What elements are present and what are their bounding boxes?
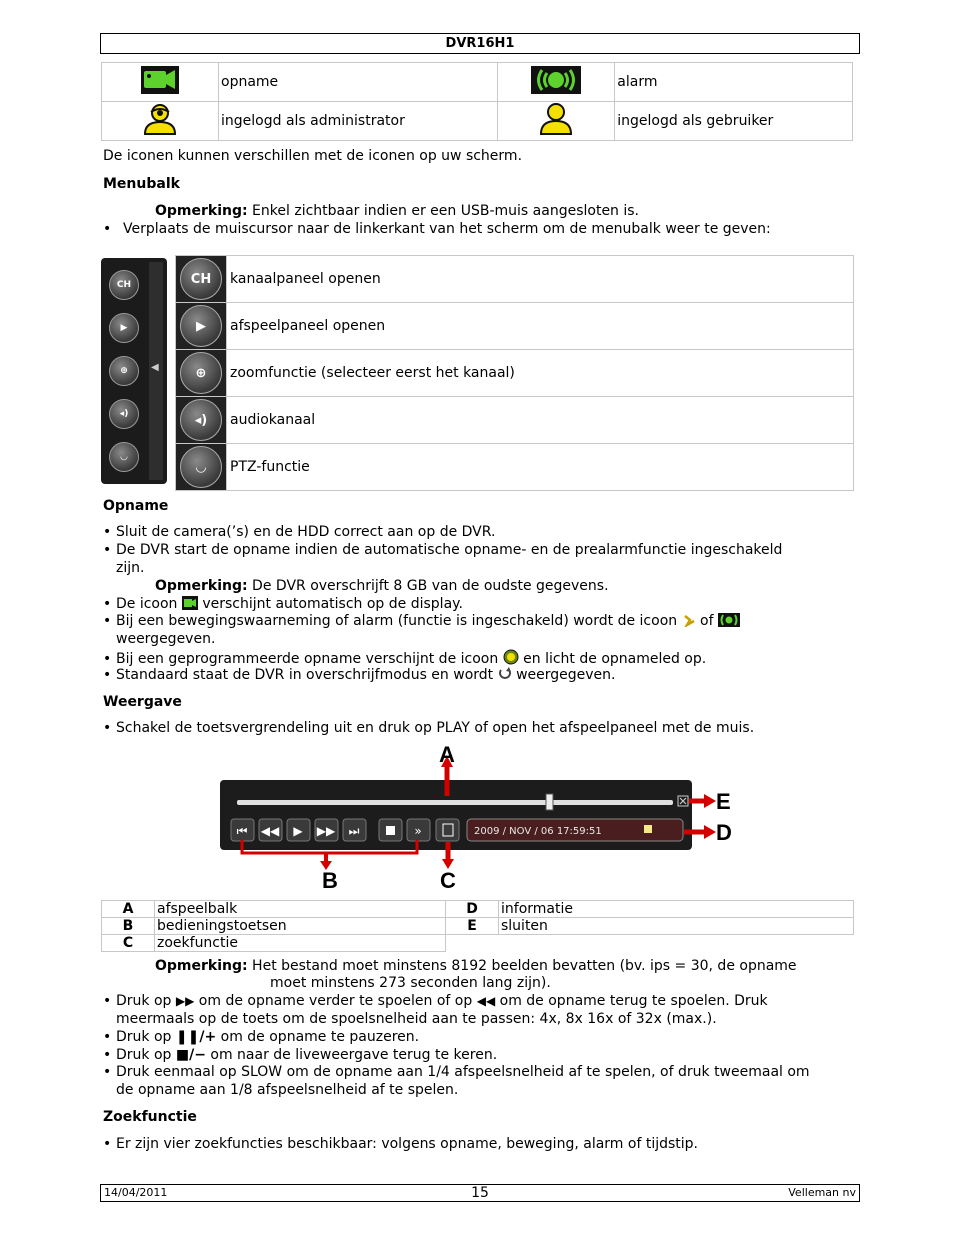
rewind-icon: ◀◀ — [260, 824, 280, 838]
zoom-icon: ⊕ — [180, 352, 222, 394]
page-number: 15 — [471, 1185, 489, 1201]
bullet-text: Bij een geprogrammeerde opname verschijnt de icoon — [116, 651, 499, 667]
motion-icon — [682, 613, 696, 627]
page-header — [100, 33, 860, 54]
bullet-text: De DVR start de opname indien de automatische opname- en de prealarmfunctie ingeschakeld — [116, 542, 783, 558]
alarm-icon — [718, 613, 740, 627]
legend-key: C — [102, 935, 155, 952]
empty-cell — [446, 935, 499, 952]
arrow-d-head — [704, 825, 716, 839]
audio-icon-cell — [176, 397, 227, 444]
skip-back-icon: ⏮ — [236, 824, 248, 838]
record-label: opname — [219, 63, 498, 102]
weergave-bullet-5: • Druk eenmaal op SLOW om de opname aan 1/4 afspeelsnelheid af te spelen, of druk tweemaal om — [103, 1064, 810, 1080]
icon-table — [101, 62, 853, 141]
legend-value: afspeelbalk — [155, 901, 446, 918]
opname-bullet-2: • De DVR start de opname indien de automatische opname- en de prealarmfunctie ingeschakeld — [103, 542, 783, 558]
playback-bar[interactable] — [237, 800, 673, 805]
alarm-icon — [530, 64, 582, 96]
zoom-icon-cell — [176, 350, 227, 397]
menubalk-heading: Menubalk — [103, 176, 180, 192]
user-label: ingelogd als gebruiker — [615, 102, 853, 141]
legend-value: zoekfunctie — [155, 935, 446, 952]
stop-icon — [386, 826, 395, 835]
admin-label: ingelogd als administrator — [219, 102, 498, 141]
skip-forward-icon: ⏭ — [348, 824, 360, 838]
empty-cell — [499, 935, 854, 952]
bullet-text: Bij een bewegingswaarneming of alarm (functie is ingeschakeld) wordt de icoon — [116, 613, 678, 629]
play-icon: ▶ — [293, 824, 303, 838]
callout-c: C — [440, 868, 456, 893]
zoekfunctie-bullet-1: • Er zijn vier zoekfuncties beschikbaar: volgens opname, beweging, alarm of tijdstip. — [103, 1136, 698, 1152]
bullet-text: Schakel de toetsvergrendeling uit en druk op PLAY of open het afspeelpaneel met de muis. — [116, 720, 755, 736]
callout-a: A — [439, 742, 455, 767]
zoom-label: zoomfunctie (selecteer eerst het kanaal) — [227, 350, 854, 397]
bullet-text: Druk op — [116, 993, 172, 1009]
table-row — [102, 935, 854, 952]
ptz-icon-cell — [176, 444, 227, 491]
alarm-label: alarm — [615, 63, 853, 102]
weergave-bullet-2-cont: meermaals op de toets om de spoelsnelheid aan te passen: 4x, 8x 16x of 32x (max.). — [116, 1011, 717, 1027]
table-row — [102, 918, 854, 935]
bullet-text: Standaard staat de DVR in overschrijfmodus en wordt — [116, 667, 494, 683]
weergave-bullet-2: • Druk op ▶▶ om de opname verder te spoelen of op ◀◀ om de opname terug te spoelen. Druk — [103, 993, 768, 1009]
zoekfunctie-heading: Zoekfunctie — [103, 1109, 197, 1125]
admin-icon-cell — [102, 102, 219, 141]
channel-icon: CH — [180, 258, 222, 300]
weergave-bullet-1: • Schakel de toetsvergrendeling uit en druk op PLAY of open het afspeelpaneel met de muis. — [103, 720, 755, 736]
bullet-text: De icoon — [116, 596, 178, 612]
record-camera-icon — [139, 64, 181, 96]
table-row — [102, 63, 853, 102]
opname-bullet-3: • De icoon verschijnt automatisch op de display. — [103, 596, 463, 612]
admin-user-icon — [142, 102, 178, 136]
stop-icon: ■/− — [175, 1047, 206, 1063]
opname-note — [155, 578, 609, 594]
collapse-arrow-icon[interactable]: ◀ — [151, 362, 159, 373]
search-button[interactable] — [436, 819, 459, 841]
channel-button[interactable]: CH — [109, 270, 139, 300]
audio-button[interactable]: ◂) — [109, 399, 139, 429]
legend-key: A — [102, 901, 155, 918]
menubar-table — [175, 255, 854, 491]
legend-key: B — [102, 918, 155, 935]
legend-value: bedieningstoetsen — [155, 918, 446, 935]
ptz-button[interactable]: ◡ — [109, 442, 139, 472]
info-indicator — [644, 825, 652, 833]
audio-icon: ◂) — [180, 399, 222, 441]
table-row — [102, 901, 854, 918]
ptz-label: PTZ-functie — [227, 444, 854, 491]
bullet-text: Sluit de camera(’s) en de HDD correct aan op de DVR. — [116, 524, 496, 540]
user-icon — [538, 102, 574, 136]
footer-date: 14/04/2011 — [104, 1186, 168, 1199]
fast-forward-icon: ▶▶ — [175, 994, 195, 1008]
callout-d: D — [716, 820, 732, 845]
opname-bullet-6: • Standaard staat de DVR in overschrijfmodus en wordt weergegeven. — [103, 667, 616, 683]
menubalk-note — [155, 203, 639, 219]
legend-value: informatie — [499, 901, 854, 918]
menubalk-bullet — [103, 221, 771, 237]
schedule-icon — [503, 649, 519, 665]
bullet-text: om de opname te pauzeren. — [220, 1029, 420, 1045]
bullet-text: weergegeven. — [516, 667, 616, 683]
bullet-text: Druk op — [116, 1047, 172, 1063]
playback-time: 2009 / NOV / 06 17:59:51 — [474, 826, 602, 837]
bullet-text: Druk op — [116, 1029, 172, 1045]
opname-heading: Opname — [103, 498, 169, 514]
weergave-heading: Weergave — [103, 694, 182, 710]
channel-label: kanaalpaneel openen — [227, 256, 854, 303]
slow-icon: » — [414, 824, 422, 838]
opname-bullet-4-cont: weergegeven. — [116, 631, 216, 647]
record-icon-cell — [102, 63, 219, 102]
legend-key: D — [446, 901, 499, 918]
bullet-text: of — [700, 613, 714, 629]
channel-icon-cell — [176, 256, 227, 303]
note-label: Opmerking: — [155, 578, 248, 594]
play-icon: ▶ — [180, 305, 222, 347]
alarm-icon-cell — [498, 63, 615, 102]
legend-table — [101, 900, 854, 952]
opname-bullet-2-cont: zijn. — [116, 560, 145, 576]
bullet-text: Er zijn vier zoekfuncties beschikbaar: volgens opname, beweging, alarm of tijdstip. — [116, 1136, 698, 1152]
opname-bullet-1: • Sluit de camera(’s) en de HDD correct aan op de DVR. — [103, 524, 496, 540]
opname-bullet-4: • Bij een bewegingswaarneming of alarm (functie is ingeschakeld) wordt de icoon of — [103, 613, 740, 629]
footer-company: Velleman nv — [788, 1186, 856, 1199]
bullet-dot: • — [103, 221, 112, 237]
weergave-bullet-4: • Druk op ■/− om naar de liveweergave terug te keren. — [103, 1047, 498, 1063]
control-buttons — [231, 819, 459, 841]
note-label: Opmerking: — [155, 203, 248, 219]
weergave-bullet-3: • Druk op ❚❚/+ om de opname te pauzeren. — [103, 1029, 420, 1045]
overwrite-icon — [498, 667, 512, 681]
audio-label: audiokanaal — [227, 397, 854, 444]
fast-forward-icon: ▶▶ — [316, 824, 336, 838]
bullet-text: en licht de opnameled op. — [523, 651, 707, 667]
intro-text: De iconen kunnen verschillen met de iconen op uw scherm. — [103, 148, 523, 164]
note-text: De DVR overschrijft 8 GB van de oudste gegevens. — [247, 578, 609, 594]
bullet-text: om de opname terug te spoelen. Druk — [499, 993, 768, 1009]
bullet-text: om naar de liveweergave terug te keren. — [210, 1047, 498, 1063]
weergave-note — [155, 958, 797, 974]
legend-value: sluiten — [499, 918, 854, 935]
table-row — [176, 444, 854, 491]
weergave-note-cont: moet minstens 273 seconden lang zijn). — [270, 975, 551, 991]
callout-b: B — [322, 868, 338, 893]
menubar-panel — [101, 258, 167, 484]
document-title: DVR16H1 — [445, 36, 515, 51]
pause-icon: ❚❚/+ — [175, 1029, 217, 1045]
table-row — [102, 102, 853, 141]
bullet-text: verschijnt automatisch op de display. — [202, 596, 463, 612]
arrow-e-head — [704, 794, 716, 808]
table-row — [176, 350, 854, 397]
zoom-button[interactable]: ⊕ — [109, 356, 139, 386]
note-label: Opmerking: — [155, 958, 248, 974]
ptz-icon: ◡ — [180, 446, 222, 488]
callout-e: E — [716, 789, 731, 814]
legend-key: E — [446, 918, 499, 935]
play-icon-cell — [176, 303, 227, 350]
rewind-icon: ◀◀ — [476, 994, 496, 1008]
bullet-text: om de opname verder te spoelen of op — [198, 993, 473, 1009]
bullet-text: Verplaats de muiscursor naar de linkerkant van het scherm om de menubalk weer te geven: — [123, 221, 771, 237]
user-icon-cell — [498, 102, 615, 141]
play-label: afspeelpaneel openen — [227, 303, 854, 350]
weergave-bullet-5-cont: de opname aan 1/8 afspeelsnelheid af te spelen. — [116, 1082, 459, 1098]
playback-slider-handle[interactable] — [546, 794, 553, 810]
note-text: Het bestand moet minstens 8192 beelden bevatten (bv. ips = 30, de opname — [247, 958, 797, 974]
play-button[interactable]: ▶ — [109, 313, 139, 343]
note-text: Enkel zichtbaar indien er een USB-muis aangesloten is. — [247, 203, 640, 219]
playback-panel-figure — [200, 740, 760, 896]
opname-bullet-5: • Bij een geprogrammeerde opname verschijnt de icoon en licht de opnameled op. — [103, 651, 707, 667]
bullet-text: Druk eenmaal op SLOW om de opname aan 1/4 afspeelsnelheid af te spelen, of druk tweemaal om — [116, 1064, 810, 1080]
record-camera-icon — [182, 596, 198, 610]
table-row — [176, 303, 854, 350]
table-row — [176, 256, 854, 303]
page-footer — [100, 1184, 860, 1202]
table-row — [176, 397, 854, 444]
